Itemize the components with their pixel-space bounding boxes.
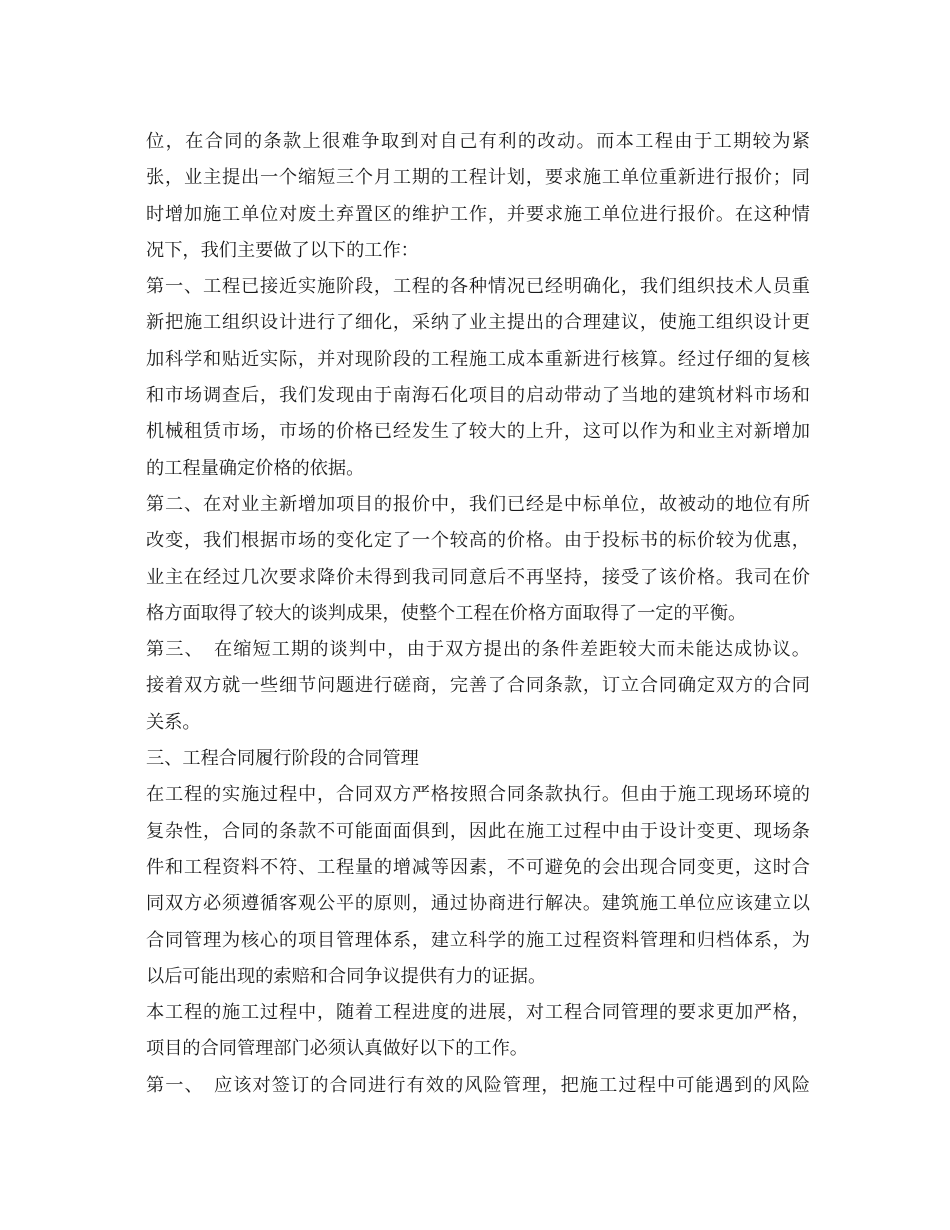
text-line: 同双方必须遵循客观公平的原则，通过协商进行解决。建筑施工单位应该建立以 [146, 893, 810, 915]
text-line: 的工程量确定价格的依据。 [146, 457, 365, 479]
text-line: 机械租赁市场，市场的价格已经发生了较大的上升，这可以作为和业主对新增加 [146, 421, 810, 443]
text-line: 第三、 在缩短工期的谈判中，由于双方提出的条件差距较大而未能达成协议。 [146, 639, 810, 661]
text-line: 三、工程合同履行阶段的合同管理 [146, 748, 419, 770]
text-line: 时增加施工单位对废土弃置区的维护工作，并要求施工单位进行报价。在这种情 [146, 203, 810, 225]
text-line: 和市场调查后，我们发现由于南海石化项目的启动带动了当地的建筑材料市场和 [146, 385, 810, 407]
text-line: 项目的合同管理部门必须认真做好以下的工作。 [146, 1038, 528, 1060]
text-line: 新把施工组织设计进行了细化，采纳了业主提出的合理建议，使施工组织设计更 [146, 312, 810, 334]
paragraph [146, 1068, 810, 1104]
text-line: 关系。 [146, 711, 201, 733]
text-line: 本工程的施工过程中，随着工程进度的进展，对工程合同管理的要求更加严格， [146, 1002, 810, 1024]
text-line: 加科学和贴近实际，并对现阶段的工程施工成本重新进行核算。经过仔细的复核 [146, 348, 810, 370]
paragraph [146, 777, 810, 995]
text-line: 第二、在对业主新增加项目的报价中，我们已经是中标单位，故被动的地位有所 [146, 493, 810, 515]
text-line: 接着双方就一些细节问题进行磋商，完善了合同条款，订立合同确定双方的合同 [146, 675, 810, 697]
text-line: 第一、工程已接近实施阶段，工程的各种情况已经明确化，我们组织技术人员重 [146, 276, 810, 298]
paragraph [146, 487, 810, 632]
document-body [146, 124, 810, 1104]
paragraph [146, 995, 810, 1068]
text-line: 格方面取得了较大的谈判成果，使整个工程在价格方面取得了一定的平衡。 [146, 602, 747, 624]
text-line: 业主在经过几次要求降价未得到我司同意后不再坚持，接受了该价格。我司在价 [146, 566, 810, 588]
paragraph [146, 124, 810, 269]
text-line: 件和工程资料不符、工程量的增减等因素，不可避免的会出现合同变更，这时合 [146, 856, 810, 878]
paragraph [146, 269, 810, 487]
text-line: 合同管理为核心的项目管理体系，建立科学的施工过程资料管理和归档体系，为 [146, 929, 810, 951]
paragraph [146, 632, 810, 741]
text-line: 张，业主提出一个缩短三个月工期的工程计划，要求施工单位重新进行报价；同 [146, 167, 810, 189]
text-line: 第一、 应该对签订的合同进行有效的风险管理，把施工过程中可能遇到的风险 [146, 1074, 810, 1096]
text-line: 改变，我们根据市场的变化定了一个较高的价格。由于投标书的标价较为优惠， [146, 530, 810, 552]
text-line: 位，在合同的条款上很难争取到对自己有利的改动。而本工程由于工期较为紧 [146, 131, 810, 152]
text-line: 以后可能出现的索赔和合同争议提供有力的证据。 [146, 965, 547, 987]
text-line: 况下，我们主要做了以下的工作： [146, 239, 419, 261]
text-line: 在工程的实施过程中，合同双方严格按照合同条款执行。但由于施工现场环境的 [146, 784, 810, 806]
text-line: 复杂性，合同的条款不可能面面俱到，因此在施工过程中由于设计变更、现场条 [146, 820, 810, 842]
section-heading [146, 741, 810, 777]
